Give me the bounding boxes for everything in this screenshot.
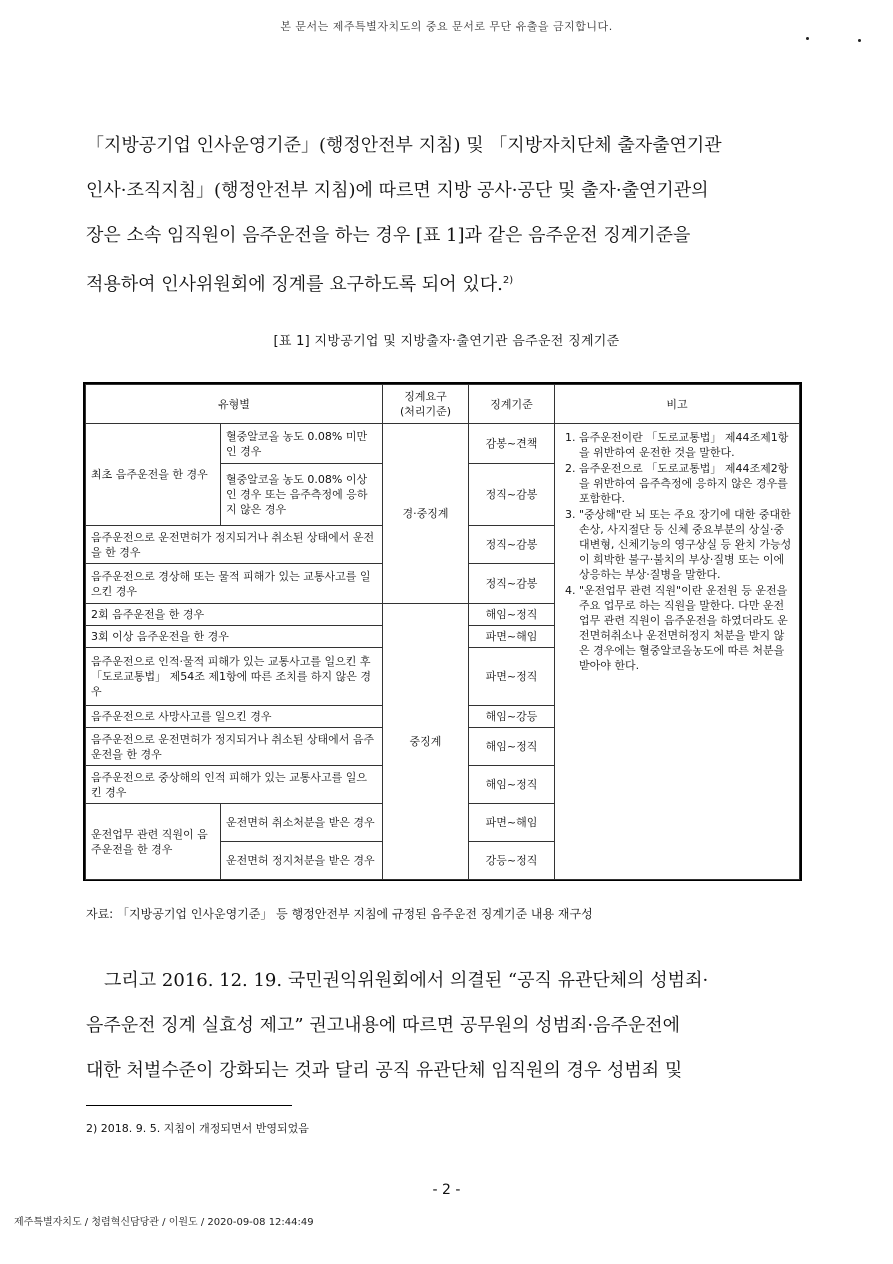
paragraph-line: 「지방공기업 인사운영기준」(행정안전부 지침) 및 「지방자치단체 출자출연기관 bbox=[86, 135, 722, 156]
type-cell: 3회 이상 음주운전을 한 경우 bbox=[86, 626, 383, 648]
request-cell: 경·중징계 bbox=[383, 424, 469, 604]
footnote-divider bbox=[86, 1105, 292, 1106]
type-cell: 음주운전으로 경상해 또는 물적 피해가 있는 교통사고를 일으킨 경우 bbox=[86, 564, 383, 604]
paragraph-line: 장은 소속 임직원이 음주운전을 하는 경우 [표 1]과 같은 음주운전 징계기준을 bbox=[86, 225, 691, 246]
note-cell bbox=[555, 424, 800, 880]
scan-mark bbox=[806, 37, 809, 40]
header-standard: 징계기준 bbox=[469, 385, 555, 424]
header-request: 징계요구 (처리기준) bbox=[383, 385, 469, 424]
standard-cell: 해임~강등 bbox=[469, 706, 555, 728]
standard-cell: 파면~해임 bbox=[469, 804, 555, 842]
type-main-cell: 최초 음주운전을 한 경우 bbox=[86, 424, 221, 526]
header-note: 비고 bbox=[555, 385, 800, 424]
standard-cell: 정직~감봉 bbox=[469, 564, 555, 604]
discipline-standards-table bbox=[83, 382, 802, 881]
note-item: 1. 음주운전이란 「도로교통법」 제44조제1항을 위반하여 운전한 것을 말한다. bbox=[579, 430, 793, 460]
standard-cell: 강등~정직 bbox=[469, 842, 555, 880]
type-sub-cell: 운전면허 취소처분을 받은 경우 bbox=[221, 804, 383, 842]
paragraph-line: 인사·조직지침」(행정안전부 지침)에 따르면 지방 공사·공단 및 출자·출연기관의 bbox=[86, 180, 709, 201]
paragraph-line: 대한 처벌수준이 강화되는 것과 달리 공직 유관단체 임직원의 경우 성범죄 및 bbox=[86, 1060, 683, 1081]
type-sub-cell: 운전면허 정지처분을 받은 경우 bbox=[221, 842, 383, 880]
table-title: [표 1] 지방공기업 및 지방출자·출연기관 음주운전 징계기준 bbox=[273, 334, 620, 349]
standard-cell: 정직~감봉 bbox=[469, 464, 555, 526]
type-main-cell: 운전업무 관련 직원이 음주운전을 한 경우 bbox=[86, 804, 221, 880]
standard-cell: 감봉~견책 bbox=[469, 424, 555, 464]
request-cell: 중징계 bbox=[383, 604, 469, 880]
body-paragraph-2 bbox=[86, 958, 806, 1093]
footnote: 2) 2018. 9. 5. 지침이 개정되면서 반영되었음 bbox=[86, 1122, 309, 1135]
standard-cell: 해임~정직 bbox=[469, 604, 555, 626]
note-item: 2. 음주운전으로 「도로교통법」 제44조제2항을 위반하여 음주측정에 응하지 않은 경우를 포함한다. bbox=[579, 461, 793, 506]
type-sub-cell: 혈중알코올 농도 0.08% 이상인 경우 또는 음주측정에 응하지 않은 경우 bbox=[221, 464, 383, 526]
table-row bbox=[86, 424, 800, 464]
table-header-row bbox=[86, 385, 800, 424]
type-cell: 음주운전으로 운전면허가 정지되거나 취소된 상태에서 음주운전을 한 경우 bbox=[86, 728, 383, 766]
footnote-reference: 2) bbox=[502, 275, 514, 286]
type-cell: 음주운전으로 인적·물적 피해가 있는 교통사고를 일으킨 후 「도로교통법」 제54조 제1항에 따른 조치를 하지 않은 경우 bbox=[86, 648, 383, 706]
note-item: 4. "운전업무 관련 직원"이란 운전원 등 운전을 주요 업무로 하는 직원을 말한다. 다만 운전업무 관련 직원이 음주운전을 하였더라도 운전면허취소나 운전면허정지 처분을 받지 않은 경우에는 혈중알코올농도에 따른 처분을 받아야 한다. bbox=[579, 583, 793, 673]
standard-cell: 파면~해임 bbox=[469, 626, 555, 648]
body-paragraph-1 bbox=[86, 123, 806, 307]
type-sub-cell: 혈중알코올 농도 0.08% 미만인 경우 bbox=[221, 424, 383, 464]
paragraph-line: 음주운전 징계 실효성 제고” 권고내용에 따르면 공무원의 성범죄·음주운전에 bbox=[86, 1015, 681, 1036]
footer-stamp: 제주특별자치도 / 청렴혁신담당관 / 이원도 / 2020-09-08 12:44:49 bbox=[14, 1217, 314, 1228]
note-item: 3. "중상해"란 뇌 또는 주요 장기에 대한 중대한 손상, 사지절단 등 신체 중요부분의 상실·중대변형, 신체기능의 영구상실 등 완치 가능성이 희박한 불구·불치의 부상·질병 또는 이에 상응하는 부상·질병을 말한다. bbox=[579, 507, 793, 582]
type-cell: 음주운전으로 사망사고를 일으킨 경우 bbox=[86, 706, 383, 728]
standard-cell: 파면~정직 bbox=[469, 648, 555, 706]
type-cell: 2회 음주운전을 한 경우 bbox=[86, 604, 383, 626]
type-cell: 음주운전으로 운전면허가 정지되거나 취소된 상태에서 운전을 한 경우 bbox=[86, 526, 383, 564]
standard-cell: 정직~감봉 bbox=[469, 526, 555, 564]
standard-cell: 해임~정직 bbox=[469, 766, 555, 804]
standard-cell: 해임~정직 bbox=[469, 728, 555, 766]
type-cell: 음주운전으로 중상해의 인적 피해가 있는 교통사고를 일으킨 경우 bbox=[86, 766, 383, 804]
paragraph-line: 그리고 2016. 12. 19. 국민권익위원회에서 의결된 “공직 유관단체의 성범죄· bbox=[104, 970, 709, 991]
page-number: - 2 - bbox=[432, 1182, 461, 1198]
paragraph-line-text: 적용하여 인사위원회에 징계를 요구하도록 되어 있다. bbox=[86, 274, 503, 295]
scan-mark bbox=[858, 39, 861, 42]
paragraph-line bbox=[86, 258, 806, 307]
header-type: 유형별 bbox=[86, 385, 383, 424]
header-notice: 본 문서는 제주특별자치도의 중요 문서로 무단 유출을 금지합니다. bbox=[280, 20, 613, 33]
source-note: 자료: 「지방공기업 인사운영기준」 등 행정안전부 지침에 규정된 음주운전 징계기준 내용 재구성 bbox=[86, 907, 593, 921]
